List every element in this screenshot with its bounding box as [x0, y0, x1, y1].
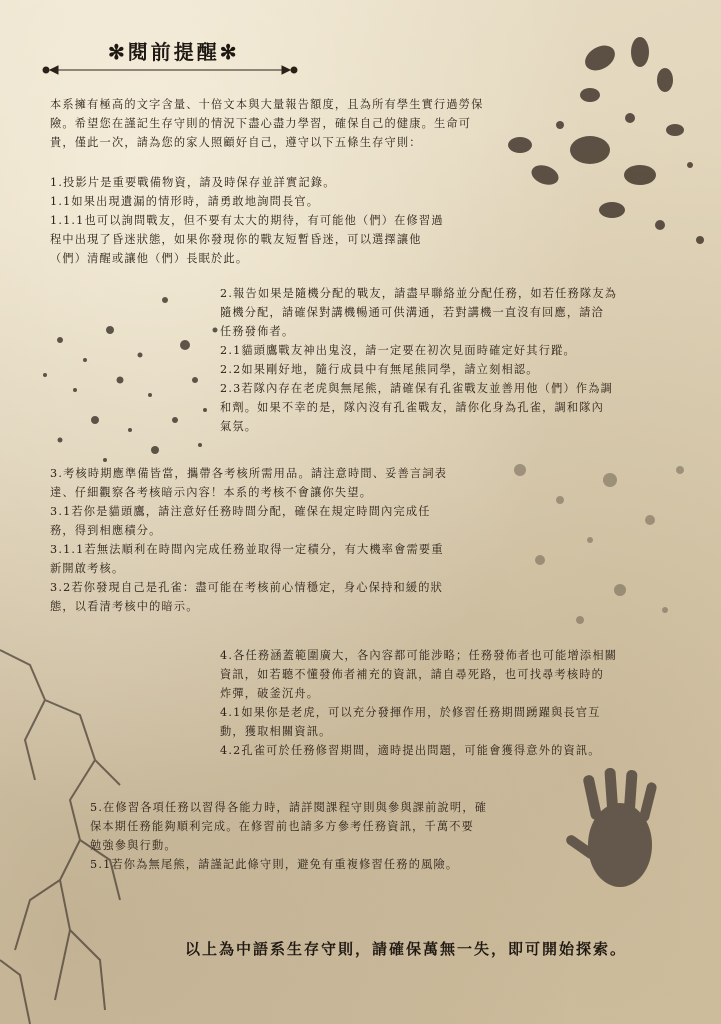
- rule-line: 3.1.1若無法順利在時間內完成任務並取得一定積分，有大機率會需要重: [50, 543, 444, 556]
- rule-4-section: [220, 646, 617, 760]
- rule-line: 隨機分配，請確保對講機暢通可供溝通，若對講機一直沒有回應，請洽: [220, 306, 605, 319]
- rule-line: 5.在修習各項任務以習得各能力時，請詳閱課程守則與參與課前說明，確: [90, 801, 488, 814]
- intro-line: 貴，僅此一次，請為您的家人照顧好自己，遵守以下五條生存守則：: [50, 136, 422, 149]
- closing-statement: 以上為中語系生存守則，請確保萬無一失，即可開始探索。: [185, 940, 628, 958]
- rule-line: 2.3若隊內存在老虎與無尾熊，請確保有孔雀戰友並善用他（們）作為調: [220, 382, 614, 395]
- rule-1-section: [50, 173, 444, 268]
- rule-line: 態，以看清考核中的暗示。: [50, 600, 199, 613]
- intro-line: 本系擁有極高的文字含量、十倍文本與大量報告額度，且為所有學生實行過勞保: [50, 98, 484, 111]
- rule-line: 程中出現了昏迷狀態，如果你發現你的戰友短暫昏迷，可以選擇讓他: [50, 233, 422, 246]
- rule-5-section: [90, 798, 487, 874]
- rule-line: 4.2孔雀可於任務修習期間，適時提出問題，可能會獲得意外的資訊。: [220, 744, 601, 757]
- intro-paragraph: [50, 95, 484, 152]
- rule-line: 1.投影片是重要戰備物資，請及時保存並詳實記錄。: [50, 176, 336, 189]
- rule-line: 4.1如果你是老虎，可以充分發揮作用，於修習任務期間踴躍與長官互: [220, 706, 601, 719]
- rule-line: 達、仔細觀察各考核暗示內容！本系的考核不會讓你失望。: [50, 486, 373, 499]
- rule-line: 3.考核時期應準備皆當，攜帶各考核所需用品。請注意時間、妥善言詞表: [50, 467, 448, 480]
- rule-line: 氣氛。: [220, 420, 258, 433]
- rule-3-section: [50, 464, 447, 616]
- rule-line: 和劑。如果不幸的是，隊內沒有孔雀戰友，請你化身為孔雀，調和隊內: [220, 401, 605, 414]
- title-divider-ornament: [43, 66, 297, 74]
- rule-line: 保本期任務能夠順利完成。在修習前也請多方參考任務資訊，千萬不要: [90, 820, 475, 833]
- rule-line: 5.1若你為無尾熊，請謹記此條守則，避免有重複修習任務的風險。: [90, 858, 459, 871]
- ink-splatter-left: [43, 297, 218, 462]
- rule-line: （們）清醒或讓他（們）長眠於此。: [50, 252, 249, 265]
- rule-line: 2.報告如果是隨機分配的戰友，請盡早聯絡並分配任務，如若任務隊友為: [220, 287, 618, 300]
- rule-line: 炸彈，破釜沉舟。: [220, 687, 320, 700]
- rule-line: 3.2若你發現自己是孔雀：盡可能在考核前心情穩定，身心保持和緩的狀: [50, 581, 444, 594]
- hand-print-top-right: [508, 37, 704, 244]
- rule-line: 新開啟考核。: [50, 562, 125, 575]
- hand-print-bottom-right: [564, 768, 657, 887]
- rule-line: 1.1如果出現遺漏的情形時，請勇敢地詢問長官。: [50, 195, 320, 208]
- rule-line: 任務發佈者。: [220, 325, 295, 338]
- rule-line: 4.各任務涵蓋範圍廣大，各內容都可能涉略；任務發佈者也可能增添相關: [220, 649, 618, 662]
- rule-line: 2.2如果剛好地，隨行成員中有無尾熊同學，請立刻相認。: [220, 363, 539, 376]
- rule-line: 2.1貓頭鷹戰友神出鬼沒，請一定要在初次見面時確定好其行蹤。: [220, 344, 576, 357]
- page-title: ✻閱前提醒✻: [108, 40, 240, 64]
- rule-line: 務，得到相應積分。: [50, 524, 162, 537]
- intro-line: 險。希望您在謹記生存守則的情況下盡心盡力學習，確保自己的健康。生命可: [50, 117, 472, 130]
- rule-2-section: [220, 284, 617, 436]
- rule-line: 動，獲取相關資訊。: [220, 725, 332, 738]
- rule-line: 1.1.1也可以詢問戰友，但不要有太大的期待，有可能他（們）在修習過: [50, 214, 444, 227]
- rule-line: 3.1若你是貓頭鷹，請注意好任務時間分配，確保在規定時間內完成任: [50, 505, 431, 518]
- rule-line: 資訊，如若聽不懂發佈者補充的資訊，請自尋死路，也可找尋考核時的: [220, 668, 605, 681]
- rule-line: 勉強參與行動。: [90, 839, 177, 852]
- ink-splatter-right: [514, 464, 684, 624]
